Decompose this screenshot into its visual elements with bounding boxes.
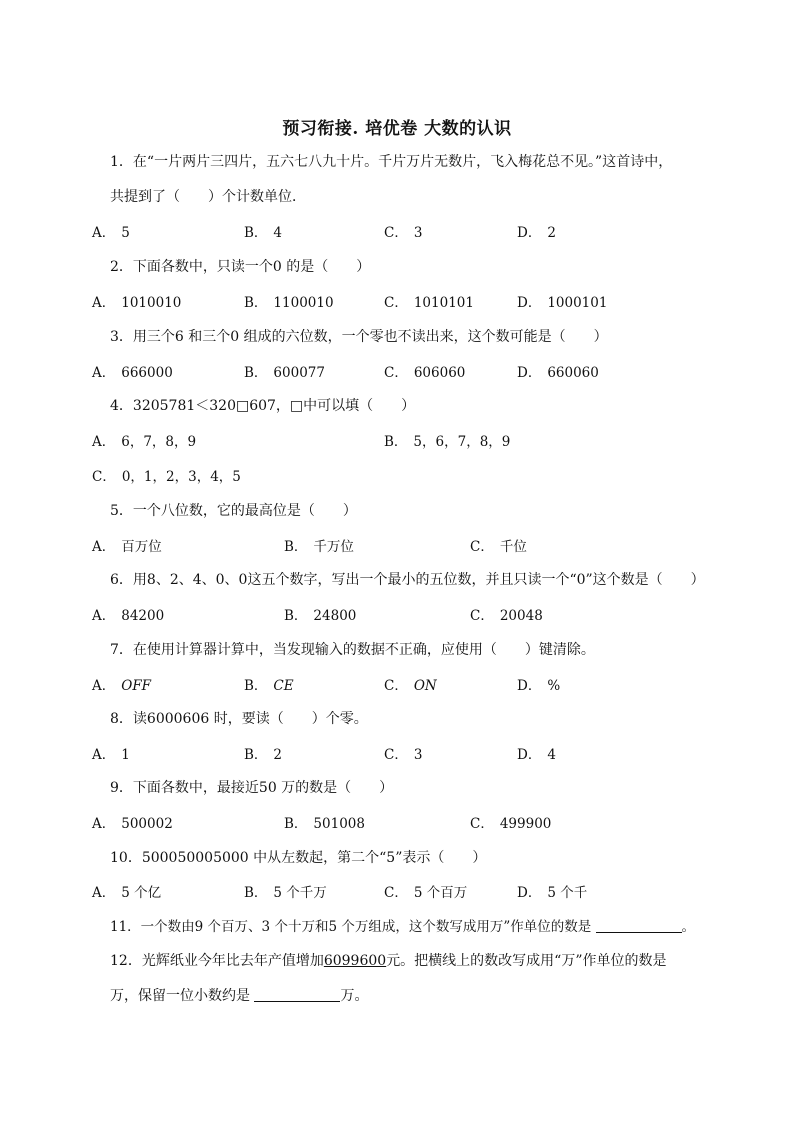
question-1-options — [92, 221, 732, 241]
option-c[interactable]: C． 606060 — [384, 365, 466, 381]
option-a[interactable]: A． 5 个亿 — [92, 885, 162, 901]
option-b[interactable]: B． 千万位 — [284, 539, 354, 555]
option-a[interactable]: A． 500002 — [92, 816, 173, 832]
question-2-text: 2．下面各数中，只读一个0 的是（ ） — [110, 259, 371, 275]
option-d[interactable]: D． 1000101 — [517, 295, 608, 311]
question-10-options — [92, 881, 732, 901]
option-b[interactable]: B． CE — [244, 678, 294, 694]
question-5-text: 5．一个八位数，它的最高位是（ ） — [110, 503, 357, 519]
question-4-options-row1 — [92, 430, 732, 450]
answer-blank[interactable] — [254, 987, 340, 1002]
question-9-text: 9．下面各数中，最接近50 万的数是（ ） — [110, 780, 394, 796]
page-title: 预习衔接. 培优卷 大数的认识 — [282, 119, 512, 139]
option-b[interactable]: B． 5 个千万 — [244, 885, 327, 901]
question-4-options-row2 — [92, 465, 732, 485]
option-d[interactable]: D． 5 个千 — [517, 885, 588, 901]
option-a[interactable]: A． 百万位 — [92, 539, 162, 555]
question-12-line2 — [110, 985, 368, 1005]
option-c[interactable]: C． 1010101 — [384, 295, 474, 311]
question-6-options — [92, 604, 732, 624]
option-b[interactable]: B． 2 — [244, 747, 283, 763]
option-a[interactable]: A． 1010010 — [92, 295, 182, 311]
question-12-text2-a: 万，保留一位小数约是 — [110, 988, 250, 1004]
question-5-options — [92, 535, 732, 555]
option-a[interactable]: A． 84200 — [92, 608, 165, 624]
underlined-number: 6099600 — [323, 953, 387, 969]
option-a[interactable]: A． 1 — [92, 747, 130, 763]
question-12-text-a: 12．光辉纸业今年比去年产值增加 — [110, 953, 324, 969]
option-c[interactable]: C． 3 — [384, 225, 423, 241]
question-7-text: 7．在使用计算器计算中，当发现输入的数据不正确，应使用（ ）键清除。 — [110, 642, 595, 658]
question-9-options — [92, 812, 732, 832]
option-d[interactable]: D． 2 — [517, 225, 556, 241]
question-12-line1 — [110, 950, 667, 970]
question-8-text: 8．读6000606 时，要读（ ）个零。 — [110, 711, 368, 727]
question-11-text: 11．一个数由9 个百万、3 个十万和5 个万组成，这个数写成用万”作单位的数是 — [110, 919, 592, 935]
option-c[interactable]: C． 3 — [384, 747, 423, 763]
option-c[interactable]: C． 0，1，2，3，4，5 — [92, 469, 241, 485]
option-c[interactable]: C． ON — [384, 678, 437, 694]
option-d[interactable]: D． 660060 — [517, 365, 599, 381]
option-b[interactable]: B． 24800 — [284, 608, 357, 624]
question-1-text: 1．在“一片两片三四片，五六七八九十片。千片万片无数片，飞入梅花总不见。”这首诗中， — [110, 154, 673, 170]
option-a[interactable]: A． 6，7，8，9 — [92, 434, 197, 450]
option-d[interactable]: D． % — [517, 678, 561, 694]
question-10-text: 10．500050005000 中从左数起，第二个“5”表示（ ） — [110, 850, 487, 866]
question-4-text: 4．3205781＜320□607，□中可以填（ ） — [110, 398, 416, 414]
option-c[interactable]: C． 499900 — [470, 816, 552, 832]
option-a[interactable]: A． 5 — [92, 225, 130, 241]
option-b[interactable]: B． 5，6，7，8，9 — [384, 434, 511, 450]
option-c[interactable]: C． 5 个百万 — [384, 885, 468, 901]
option-b[interactable]: B． 1100010 — [244, 295, 334, 311]
question-3-text: 3．用三个6 和三个0 组成的六位数，一个零也不读出来，这个数可能是（ ） — [110, 329, 608, 345]
question-11-end: 。 — [681, 919, 696, 935]
question-2-options — [92, 291, 732, 311]
question-11 — [110, 915, 695, 935]
option-b[interactable]: B． 501008 — [284, 816, 365, 832]
question-12-text2-b: 万。 — [340, 988, 369, 1004]
option-a[interactable]: A． 666000 — [92, 365, 173, 381]
option-b[interactable]: B． 4 — [244, 225, 283, 241]
option-d[interactable]: D． 4 — [517, 747, 556, 763]
option-a[interactable]: A． OFF — [92, 678, 152, 694]
option-c[interactable]: C． 20048 — [470, 608, 543, 624]
option-b[interactable]: B． 600077 — [244, 365, 325, 381]
question-12-text-b: 元。把横线上的数改写成用“万”作单位的数是 — [386, 953, 667, 969]
question-1-text-cont: 共提到了（ ）个计数单位． — [110, 189, 306, 205]
question-7-options — [92, 674, 732, 694]
question-6-text: 6．用8、2、4、0、0这五个数字，写出一个最小的五位数，并且只读一个“0”这个数是（ ） — [110, 572, 705, 588]
option-c[interactable]: C． 千位 — [470, 539, 527, 555]
question-3-options — [92, 361, 732, 381]
question-8-options — [92, 743, 732, 763]
answer-blank[interactable] — [596, 918, 682, 933]
